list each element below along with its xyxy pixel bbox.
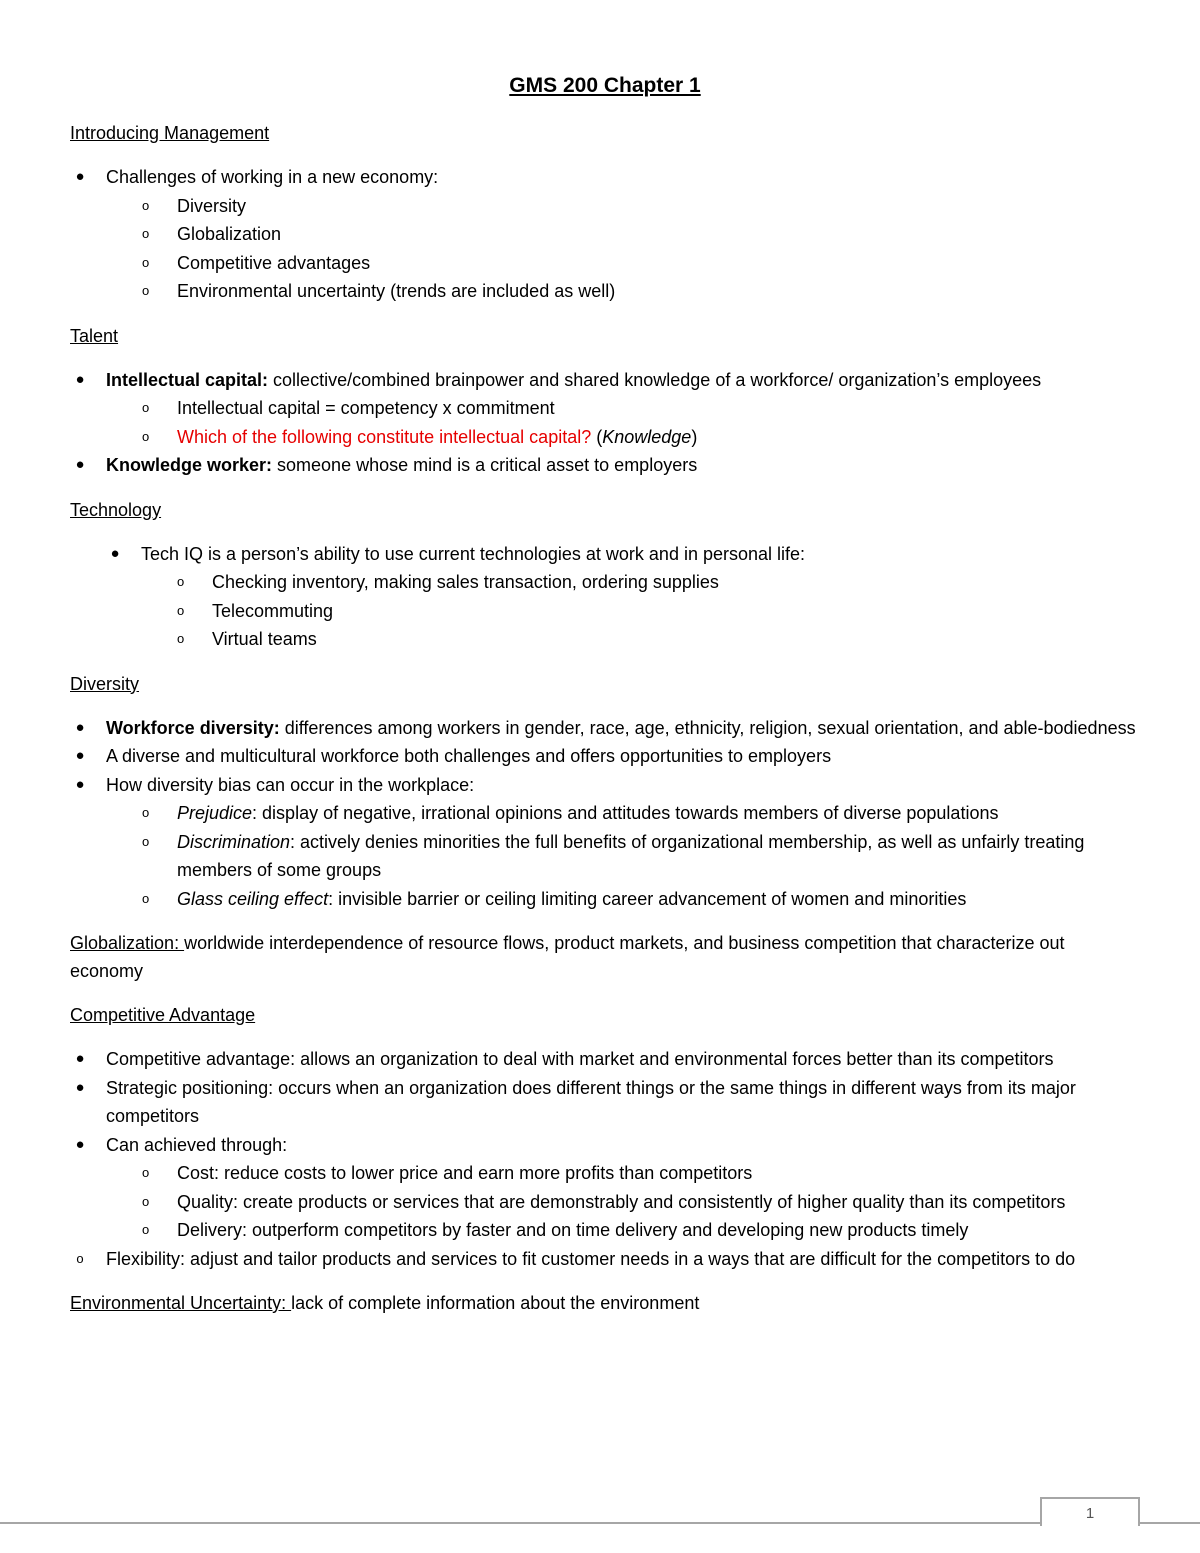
list-item: ● How diversity bias can occur in the workplace: bbox=[70, 771, 1140, 800]
circle-bullet-icon: o bbox=[142, 283, 150, 298]
section-diversity bbox=[70, 670, 1140, 914]
circle-bullet-icon: o bbox=[142, 400, 150, 415]
list-item: o Prejudice: display of negative, irrational opinions and attitudes towards members of diverse populations bbox=[70, 799, 1140, 828]
bullet-icon: ● bbox=[75, 168, 85, 185]
section-title: Introducing Management bbox=[70, 123, 270, 143]
list-item: o Quality: create products or services that are demonstrably and consistently of higher quality than its competitors bbox=[70, 1188, 1140, 1217]
section-title: Globalization: bbox=[70, 933, 185, 953]
bullet-icon: ● bbox=[110, 544, 120, 562]
circle-bullet-icon: o bbox=[142, 254, 150, 270]
section-introducing-management bbox=[70, 119, 1140, 306]
list-item: o Environmental uncertainty (trends are included as well) bbox=[70, 277, 1140, 306]
document-title: GMS 200 Chapter 1 bbox=[509, 74, 701, 97]
section-globalization: Globalization: worldwide interdependence of resource flows, product markets, and business competition that characterize out economy bbox=[70, 933, 1065, 981]
circle-bullet-icon: o bbox=[177, 631, 185, 646]
circle-bullet-icon: o bbox=[142, 428, 150, 444]
bullet-icon: ● bbox=[75, 370, 85, 388]
list-item: o Intellectual capital = competency x commitment bbox=[70, 394, 1140, 423]
bullet-icon: ● bbox=[75, 1135, 85, 1153]
circle-bullet-icon: o bbox=[142, 890, 150, 906]
list-item: o Flexibility: adjust and tailor products and services to fit customer needs in a ways that are difficult for the competitors to do bbox=[70, 1245, 1140, 1274]
list-item: o Checking inventory, making sales transaction, ordering supplies bbox=[70, 568, 1140, 597]
list-item: o Telecommuting bbox=[70, 597, 1140, 626]
list-item: o Virtual teams bbox=[70, 625, 1140, 654]
circle-bullet-icon: o bbox=[142, 1222, 150, 1237]
page-number: 1 bbox=[1040, 1497, 1140, 1526]
section-title: Talent bbox=[70, 325, 119, 346]
section-talent bbox=[70, 322, 1140, 480]
list-item: o Delivery: outperform competitors by faster and on time delivery and developing new products timely bbox=[70, 1216, 1140, 1245]
answer-text: Knowledge bbox=[602, 426, 692, 447]
bullet-icon: ● bbox=[75, 747, 85, 764]
list-item: o Glass ceiling effect: invisible barrier or ceiling limiting career advancement of women and minorities bbox=[70, 885, 1140, 914]
bullet-icon: ● bbox=[75, 456, 85, 473]
section-title: Competitive Advantage bbox=[70, 1005, 256, 1025]
list-item: ● Knowledge worker: someone whose mind is a critical asset to employers bbox=[70, 451, 1140, 480]
footer-divider bbox=[0, 1522, 1200, 1524]
list-item: ● Tech IQ is a person’s ability to use current technologies at work and in personal life: bbox=[70, 540, 1140, 569]
list-item: ● Can achieved through: bbox=[70, 1131, 1140, 1160]
list-item: o Competitive advantages bbox=[70, 249, 1140, 278]
circle-bullet-icon: o bbox=[142, 833, 150, 849]
circle-bullet-icon: o bbox=[142, 805, 150, 820]
section-title: Diversity bbox=[70, 673, 140, 694]
document-page bbox=[70, 72, 1140, 1317]
list-item: o Diversity bbox=[70, 192, 1140, 221]
circle-bullet-icon: o bbox=[142, 197, 150, 213]
list-item: o Globalization bbox=[70, 220, 1140, 249]
section-technology bbox=[70, 496, 1140, 654]
section-environmental-uncertainty: Environmental Uncertainty: lack of complete information about the environment bbox=[70, 1293, 700, 1313]
bullet-icon: ● bbox=[75, 1050, 85, 1067]
bullet-icon: ● bbox=[75, 775, 85, 793]
list-item: o Cost: reduce costs to lower price and earn more profits than competitors bbox=[70, 1159, 1140, 1188]
section-title: Technology bbox=[70, 499, 162, 520]
circle-bullet-icon: o bbox=[142, 1165, 150, 1180]
circle-bullet-icon: o bbox=[177, 574, 185, 589]
circle-bullet-icon: o bbox=[177, 602, 185, 618]
list-item: ● Workforce diversity: differences among workers in gender, race, age, ethnicity, religion, sexual orientation, and able-bodiedness bbox=[70, 714, 1140, 743]
section-competitive-advantage bbox=[70, 1001, 1140, 1273]
list-item: o Discrimination: actively denies minorities the full benefits of organizational membership, as well as unfairly treating members of some groups bbox=[70, 828, 1140, 885]
circle-bullet-icon: o bbox=[142, 226, 150, 241]
list-item: ● Competitive advantage: allows an organization to deal with market and environmental forces better than its competitors bbox=[70, 1045, 1140, 1074]
list-item: o Which of the following constitute intellectual capital? (Knowledge) bbox=[70, 423, 1140, 452]
list-item: ● Strategic positioning: occurs when an organization does different things or the same things in different ways from its major competitors bbox=[70, 1074, 1140, 1131]
list-item: ● A diverse and multicultural workforce both challenges and offers opportunities to employers bbox=[70, 742, 1140, 771]
bullet-icon: ● bbox=[75, 718, 85, 736]
circle-bullet-icon: o bbox=[76, 1250, 84, 1266]
circle-bullet-icon: o bbox=[142, 1193, 150, 1209]
question-text: Which of the following constitute intellectual capital? bbox=[177, 426, 592, 447]
section-title: Environmental Uncertainty: bbox=[70, 1293, 292, 1313]
list-item: ● Intellectual capital: collective/combined brainpower and shared knowledge of a workforce/ organization’s employees bbox=[70, 366, 1140, 395]
bullet-icon: ● bbox=[75, 1078, 85, 1096]
list-item: ● Challenges of working in a new economy: bbox=[70, 163, 1140, 192]
